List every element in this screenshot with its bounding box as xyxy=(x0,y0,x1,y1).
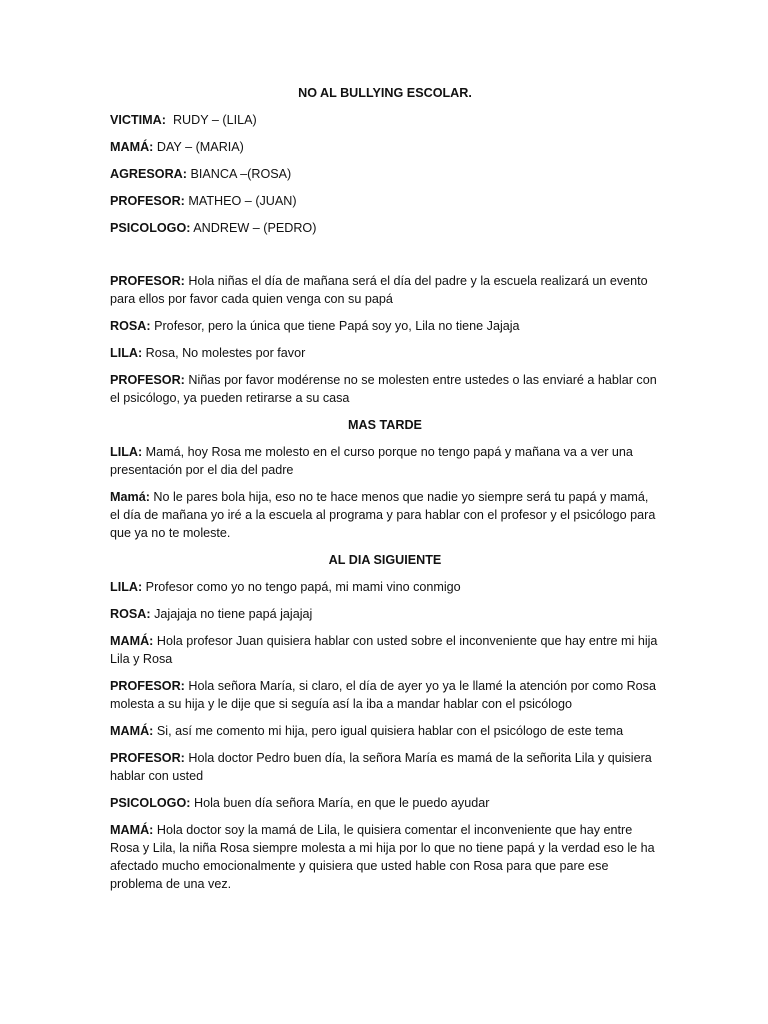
speaker-name: LILA: xyxy=(110,346,143,360)
dialogue-line xyxy=(110,794,660,812)
dialogue-text: Profesor, pero la única que tiene Papá soy yo, Lila no tiene Jajaja xyxy=(150,319,520,333)
cast-actor: DAY – (MARIA) xyxy=(153,140,244,154)
dialogue-text: Hola profesor Juan quisiera hablar con usted sobre el inconveniente que hay entre mi hija Lila y Rosa xyxy=(110,634,658,666)
cast-role: MAMÁ: xyxy=(110,140,154,154)
dialogue-line xyxy=(110,443,660,479)
cast-line-agresora xyxy=(110,165,660,183)
speaker-name: MAMÁ: xyxy=(110,823,154,837)
speaker-name: PROFESOR: xyxy=(110,679,185,693)
dialogue-text: Hola niñas el día de mañana será el día del padre y la escuela realizará un evento para ellos por favor cada quien venga con su papá xyxy=(110,274,648,306)
cast-line-psicologo xyxy=(110,219,660,237)
cast-actor: RUDY – (LILA) xyxy=(165,113,257,127)
dialogue-line xyxy=(110,605,660,623)
cast-role: AGRESORA: xyxy=(110,167,187,181)
dialogue-line xyxy=(110,677,660,713)
dialogue-text: Profesor como yo no tengo papá, mi mami vino conmigo xyxy=(142,580,461,594)
speaker-name: MAMÁ: xyxy=(110,724,154,738)
speaker-name: PSICOLOGO: xyxy=(110,796,191,810)
section-heading: AL DIA SIGUIENTE xyxy=(328,553,442,567)
dialogue-line xyxy=(110,272,660,308)
document-title: NO AL BULLYING ESCOLAR. xyxy=(298,86,472,100)
speaker-name: ROSA: xyxy=(110,607,151,621)
dialogue-text: Hola doctor soy la mamá de Lila, le quisiera comentar el inconveniente que hay entre Rosa y Lila, la niña Rosa siempre molesta a mi hija por lo que no tiene papá y la verdad eso le ha afectado mucho emocionalmente y quisiera que usted hable con Rosa para que pare ese problema de una vez. xyxy=(110,823,655,891)
cast-actor: MATHEO – (JUAN) xyxy=(184,194,297,208)
dialogue-line xyxy=(110,821,660,893)
dialogue-line xyxy=(110,578,660,596)
speaker-name: LILA: xyxy=(110,445,143,459)
dialogue-text: Si, así me comento mi hija, pero igual quisiera hablar con el psicólogo de este tema xyxy=(153,724,624,738)
dialogue-text: Rosa, No molestes por favor xyxy=(142,346,306,360)
script-document xyxy=(110,84,660,902)
dialogue xyxy=(110,272,660,893)
cast-role: PSICOLOGO: xyxy=(110,221,191,235)
dialogue-line xyxy=(110,371,660,407)
dialogue-text: Mamá, hoy Rosa me molesto en el curso porque no tengo papá y mañana va a ver una presentación por el dia del padre xyxy=(110,445,633,477)
speaker-name: Mamá: xyxy=(110,490,150,504)
cast-role: PROFESOR: xyxy=(110,194,185,208)
dialogue-text: Hola doctor Pedro buen día, la señora María es mamá de la señorita Lila y quisiera hablar con usted xyxy=(110,751,652,783)
dialogue-text: Hola señora María, si claro, el día de ayer yo ya le llamé la atención por como Rosa molesta a su hija y le dije que si seguía así la iba a mandar hablar con el psicólogo xyxy=(110,679,656,711)
cast-actor: ANDREW – (PEDRO) xyxy=(190,221,317,235)
cast-line-profesor xyxy=(110,192,660,210)
spacer xyxy=(110,246,660,272)
speaker-name: PROFESOR: xyxy=(110,373,185,387)
dialogue-text: No le pares bola hija, eso no te hace menos que nadie yo siempre será tu papá y mamá, el día de mañana yo iré a la escuela al programa y para hablar con el profesor y el psicólogo para que ya no te moleste. xyxy=(110,490,656,540)
cast-role: VICTIMA: xyxy=(110,113,166,127)
cast-list xyxy=(110,111,660,237)
dialogue-line xyxy=(110,722,660,740)
dialogue-line xyxy=(110,632,660,668)
dialogue-text: Jajajaja no tiene papá jajajaj xyxy=(150,607,313,621)
section-heading: MAS TARDE xyxy=(348,418,422,432)
dialogue-text: Hola buen día señora María, en que le puedo ayudar xyxy=(190,796,490,810)
speaker-name: PROFESOR: xyxy=(110,274,185,288)
cast-line-mama xyxy=(110,138,660,156)
speaker-name: PROFESOR: xyxy=(110,751,185,765)
dialogue-line xyxy=(110,344,660,362)
cast-line-victima xyxy=(110,111,660,129)
dialogue-line xyxy=(110,488,660,542)
dialogue-text: Niñas por favor modérense no se molesten entre ustedes o las enviaré a hablar con el psicólogo, ya pueden retirarse a su casa xyxy=(110,373,657,405)
speaker-name: LILA: xyxy=(110,580,143,594)
speaker-name: MAMÁ: xyxy=(110,634,154,648)
speaker-name: ROSA: xyxy=(110,319,151,333)
dialogue-line xyxy=(110,749,660,785)
dialogue-line xyxy=(110,317,660,335)
cast-actor: BIANCA –(ROSA) xyxy=(186,167,292,181)
